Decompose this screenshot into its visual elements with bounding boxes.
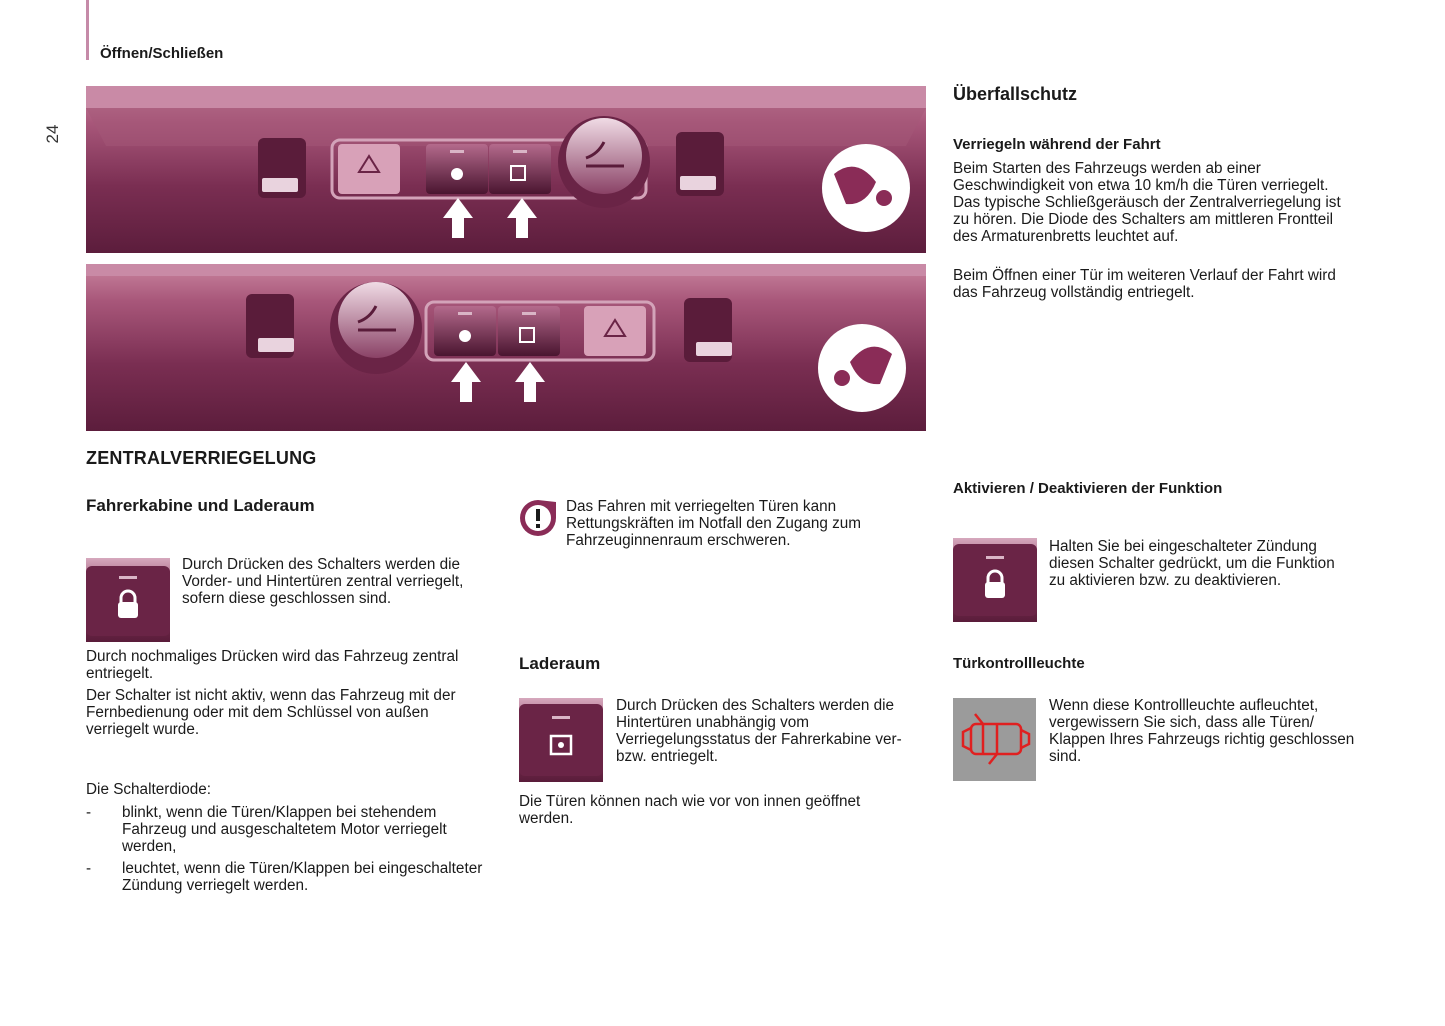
overfall-heading: Überfallschutz — [953, 84, 1078, 104]
page-number: 24 — [43, 124, 62, 144]
overfall-paragraph-2: Beim Öffnen einer Tür im weiteren Verlauf der Fahrt wird das Fahrzeug vollständig entriegelt. — [953, 267, 1336, 301]
dashboard-figure-bottom — [86, 264, 926, 431]
warning-exclamation-icon — [518, 498, 558, 538]
dashboard-illustration-top — [86, 86, 926, 253]
cargo-heading: Laderaum — [519, 654, 601, 673]
cabin-paragraph-1: Durch nochmaliges Drücken wird das Fahrzeug zentral entriegelt. — [86, 648, 459, 682]
diode-list — [86, 804, 486, 899]
diode-intro: Die Schalterdiode: — [86, 781, 211, 798]
list-item: - blinkt, wenn die Türen/Klappen bei stehendem Fahrzeug und ausgeschaltetem Motor verriegelt werden, — [86, 804, 486, 855]
list-item: - leuchtet, wenn die Türen/Klappen bei eingeschalteter Zündung verriegelt werden. — [86, 860, 486, 894]
dashboard-illustration-bottom — [86, 264, 926, 431]
dashboard-figure-top — [86, 86, 926, 253]
overfall-subheading: Verriegeln während der Fahrt — [953, 136, 1161, 153]
doorlight-text: Wenn diese Kontrollleuchte aufleuchtet, vergewissern Sie sich, dass alle Türen/ Klappen Ihres Fahrzeugs richtig geschlossen sind. — [1049, 697, 1355, 765]
main-title: ZENTRALVERRIEGELUNG — [86, 448, 317, 468]
cargo-paragraph: Die Türen können nach wie vor von innen geöffnet werden. — [519, 793, 861, 827]
lock-switch-icon — [953, 538, 1037, 622]
section-title: Öffnen/Schließen — [100, 45, 224, 62]
activate-text: Halten Sie bei eingeschalteter Zündung diesen Schalter gedrückt, um die Funktion zu aktivieren bzw. zu deaktivieren. — [1049, 538, 1335, 589]
cabin-intro-text: Durch Drücken des Schalters werden die Vorder- und Hintertüren zentral verriegelt, sofern diese geschlossen sind. — [182, 556, 464, 607]
activate-heading: Aktivieren / Deaktivieren der Funktion — [953, 480, 1223, 497]
warning-text: Das Fahren mit verriegelten Türen kann Rettungskräften im Notfall den Zugang zum Fahrzeuginnenraum erschweren. — [566, 498, 862, 549]
overfall-paragraph-1: Beim Starten des Fahrzeugs werden ab einer Geschwindigkeit von etwa 10 km/h die Türen verriegelt. Das typische Schließgeräusch der Zentralverriegelung ist zu hören. Die Diode des Schalters am mittleren Frontteil des Armaturenbretts leuchtet auf. — [953, 160, 1341, 245]
door-open-warning-icon — [953, 698, 1036, 781]
lock-switch-icon — [86, 558, 170, 642]
cargo-lock-switch-icon — [519, 698, 603, 782]
cabin-paragraph-2: Der Schalter ist nicht aktiv, wenn das Fahrzeug mit der Fernbedienung oder mit dem Schlüssel von außen verriegelt wurde. — [86, 687, 456, 738]
section-marker-bar — [86, 0, 89, 60]
cabin-heading: Fahrerkabine und Laderaum — [86, 496, 315, 515]
cargo-intro-text: Durch Drücken des Schalters werden die Hintertüren unabhängig vom Verriegelungsstatus der Fahrerkabine ver- bzw. entriegelt. — [616, 697, 902, 765]
doorlight-heading: Türkontrollleuchte — [953, 655, 1085, 672]
